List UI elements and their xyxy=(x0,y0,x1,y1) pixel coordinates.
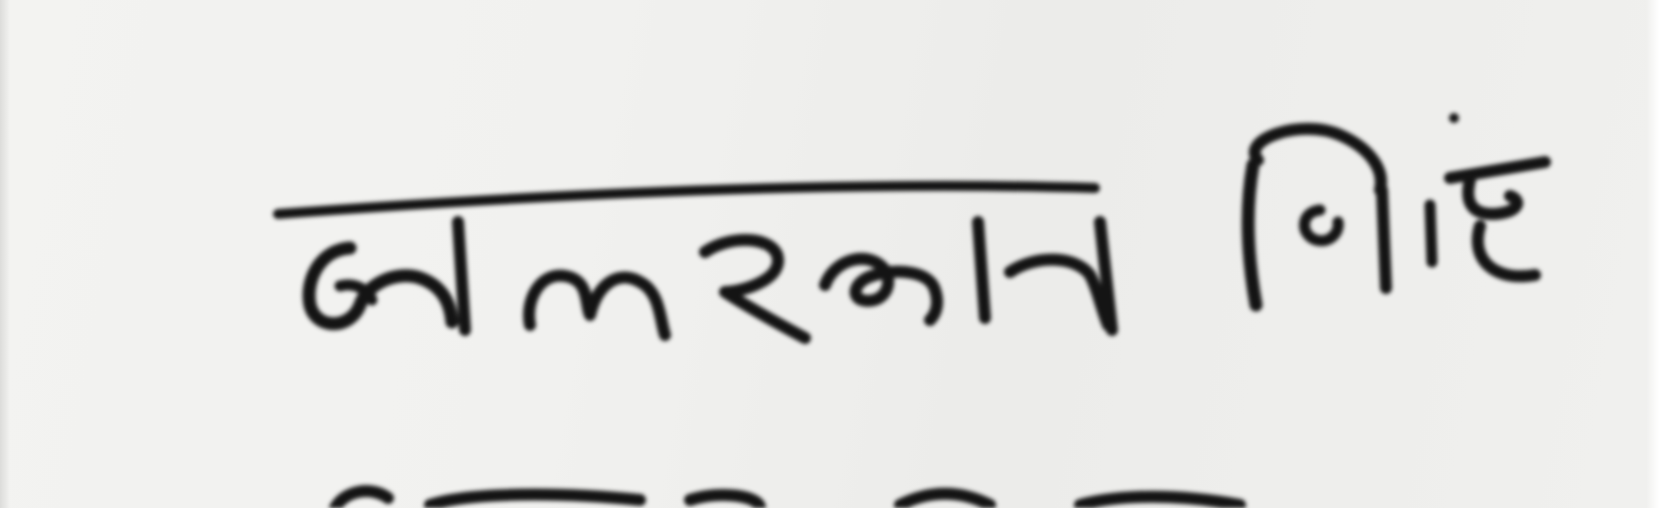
glyph-a xyxy=(309,248,452,324)
glyph-ra xyxy=(705,240,805,338)
glyph-na xyxy=(1010,260,1108,325)
glyph-ha xyxy=(1450,162,1545,178)
glyph-kha xyxy=(825,259,937,320)
glyph-si xyxy=(1255,129,1381,190)
cut-off-text xyxy=(335,491,1240,508)
glyph-ma xyxy=(529,276,665,335)
head-line xyxy=(278,186,1095,214)
